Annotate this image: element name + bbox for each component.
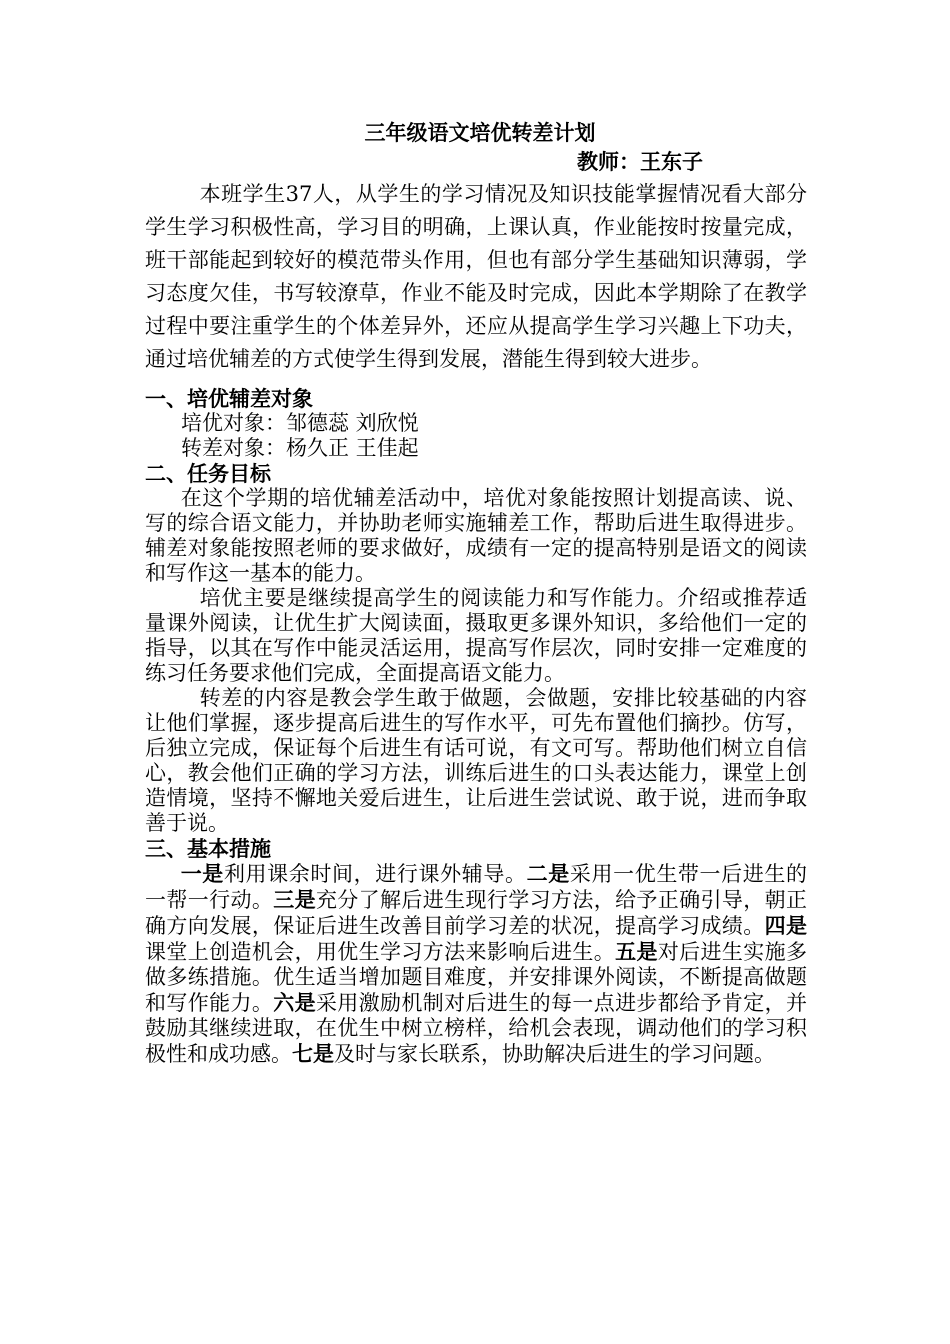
- document-title: 三年级语文培优转差计划: [364, 120, 596, 145]
- measure-label: 四是: [764, 913, 808, 938]
- goal-paragraph-3: 转差的内容是教会学生敢于做题，会做题，安排比较基础的内容让他们掌握，逐步提高后进生的写作水平，可先布置他们摘抄。仿写，后独立完成，保证每个后进生有话可说，有文可写。帮助他们树立自信心，教会他们正确的学习方法，训练后进生的口头表达能力，课堂上创造情境，坚持不懈地关爱后进生，让后进生尝试说、敢于说，进而争取善于说。: [145, 686, 807, 835]
- weak-students: 转差对象：杨久正 王佳起: [181, 436, 419, 460]
- measure-label: 七是: [292, 1041, 334, 1066]
- section3-heading: 三、基本措施: [145, 836, 271, 861]
- section2-heading: 二、任务目标: [145, 461, 271, 486]
- measure-text: 采用激励机制对后进生的每一点进步都给予肯定，并鼓励其继续进取，在优生中树立榜样，给机会表现，调动他们的学习积极性和成功感。: [145, 991, 808, 1066]
- section1-heading: 一、培优辅差对象: [145, 386, 313, 411]
- measure-label: 三是: [273, 887, 316, 912]
- measure-text: 对后进生实施多做多练措施。优生适当增加题目难度，并安排课外阅读，不断提高做题和写作能力。: [145, 940, 808, 1015]
- measure-text: 及时与家长联系，协助解决后进生的学习问题。: [334, 1042, 775, 1066]
- measure-text: 利用课余时间，进行课外辅导。: [223, 862, 527, 886]
- measure-text: 课堂上创造机会，用优生学习方法来影响后进生。: [145, 940, 616, 964]
- measure-text: 采用一优生带一后进生的一帮一行动。: [145, 862, 808, 912]
- goal-paragraph-2: 培优主要是继续提高学生的阅读能力和写作能力。介绍或推荐适量课外阅读，让优生扩大阅读面，摄取更多课外知识，多给他们一定的指导，以其在写作中能灵活运用，提高写作层次，同时安排一定难度的练习任务要求他们完成，全面提高语文能力。: [145, 586, 807, 685]
- measure-text: 充分了解后进生现行学习方法，给予正确引导，朝正确方向发展，保证后进生改善目前学习差的状况，提高学习成绩。: [145, 888, 808, 938]
- measure-label: 五是: [615, 939, 658, 964]
- teacher-line: 教师：王东子: [577, 149, 703, 174]
- goal-paragraph-1: 在这个学期的培优辅差活动中，培优对象能按照计划提高读、说、写的综合语文能力，并协助老师实施辅差工作，帮助后进生取得进步。辅差对象能按照老师的要求做好，成绩有一定的提高特别是语文的阅读和写作这一基本的能力。: [145, 486, 807, 585]
- intro-paragraph: 本班学生37人，从学生的学习情况及知识技能掌握情况看大部分学生学习积极性高，学习目的明确，上课认真，作业能按时按量完成，班干部能起到较好的模范带头作用，但也有部分学生基础知识薄弱，学习态度欠佳，书写较潦草，作业不能及时完成，因此本学期除了在教学过程中要注重学生的个体差异外，还应从提高学生学习兴趣上下功夫，通过培优辅差的方式使学生得到发展，潜能生得到较大进步。: [145, 182, 807, 371]
- measure-label: 二是: [526, 861, 570, 886]
- measures-paragraph: [145, 861, 807, 1067]
- measure-label: 一是: [180, 861, 224, 886]
- excellent-students: 培优对象：邹德蕊 刘欣悦: [181, 411, 419, 435]
- document-page: [145, 118, 807, 1067]
- measure-label: 六是: [273, 990, 316, 1015]
